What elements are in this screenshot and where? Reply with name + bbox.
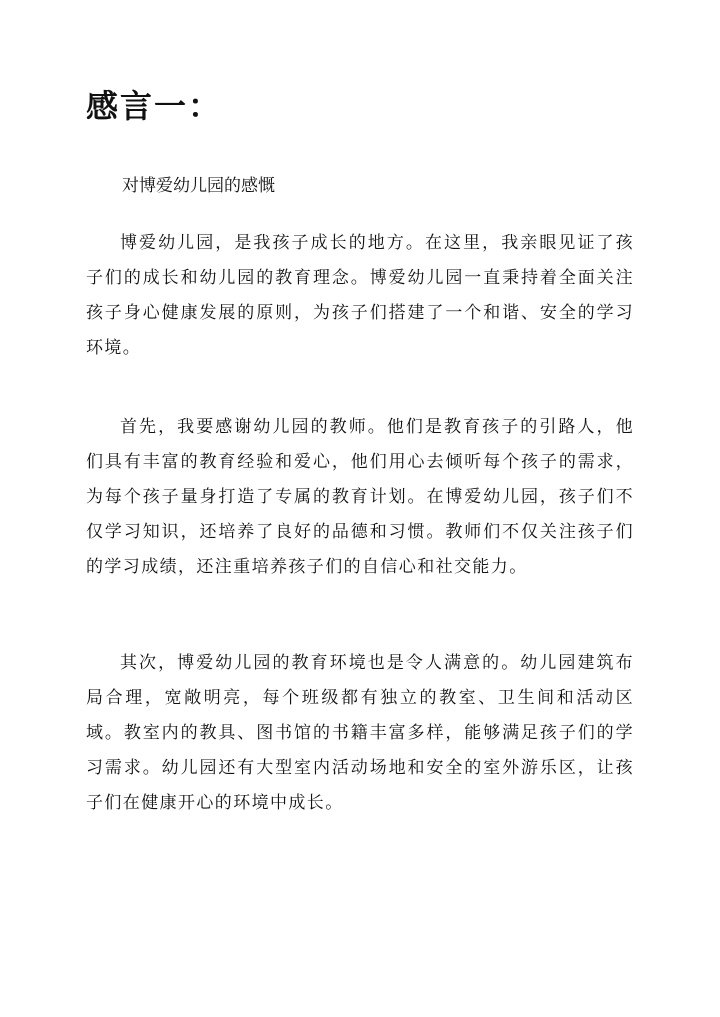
paragraph-2: 首先，我要感谢幼儿园的教师。他们是教育孩子的引路人，他们具有丰富的教育经验和爱心，他们用心去倾听每个孩子的需求，为每个孩子量身打造了专属的教育计划。在博爱幼儿园，孩子们不仅学习知识，还培养了良好的品德和习惯。教师们不仅关注孩子们的学习成绩，还注重培养孩子们的自信心和社交能力。 (86, 417, 634, 577)
paragraph-3: 其次，博爱幼儿园的教育环境也是令人满意的。幼儿园建筑布局合理，宽敞明亮，每个班级都有独立的教室、卫生间和活动区域。教室内的教具、图书馆的书籍丰富多样，能够满足孩子们的学习需求。幼儿园还有大型室内活动场地和安全的室外游乐区，让孩子们在健康开心的环境中成长。 (86, 653, 634, 813)
page-heading: 感言一： (86, 87, 223, 125)
paragraph-1: 博爱幼儿园，是我孩子成长的地方。在这里，我亲眼见证了孩子们的成长和幼儿园的教育理念。博爱幼儿园一直秉持着全面关注孩子身心健康发展的原则，为孩子们搭建了一个和谐、安全的学习环境。 (86, 233, 634, 358)
document-subtitle: 对博爱幼儿园的感慨 (122, 176, 275, 196)
